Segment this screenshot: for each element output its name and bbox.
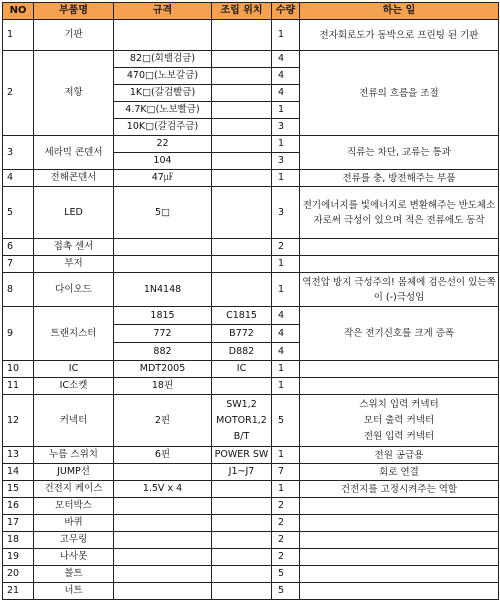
cell-qty: 4 xyxy=(272,68,300,85)
cell-name: IC xyxy=(34,361,114,378)
cell-spec: 6핀 xyxy=(114,447,212,464)
cell-name: 세라믹 콘덴서 xyxy=(34,136,114,170)
cell-spec: 82□(회밸검금) xyxy=(114,51,212,68)
cell-position xyxy=(212,239,272,256)
cell-position xyxy=(212,395,272,447)
cell-qty: 3 xyxy=(272,119,300,136)
table-row xyxy=(3,51,499,68)
cell-qty: 2 xyxy=(272,532,300,549)
header-row xyxy=(3,3,499,20)
cell-role: 전류의 흐름을 조절 xyxy=(300,51,499,136)
table-row xyxy=(3,136,499,153)
cell-qty: 4 xyxy=(272,85,300,102)
cell-position: POWER SW xyxy=(212,447,272,464)
cell-role: 건전지를 고정시켜주는 역할 xyxy=(300,481,499,498)
cell-qty: 1 xyxy=(272,481,300,498)
cell-position xyxy=(212,515,272,532)
cell-spec: 470□(노보갈금) xyxy=(114,68,212,85)
cell-position: D882 xyxy=(212,343,272,361)
table-row xyxy=(3,481,499,498)
cell-spec xyxy=(114,549,212,566)
cell-no: 17 xyxy=(3,515,34,532)
cell-name: 기판 xyxy=(34,20,114,51)
cell-position xyxy=(212,136,272,153)
header-no: NO xyxy=(3,3,34,20)
table-row xyxy=(3,378,499,395)
table-row xyxy=(3,395,499,447)
cell-position xyxy=(212,498,272,515)
cell-qty: 4 xyxy=(272,325,300,343)
cell-position xyxy=(212,273,272,307)
cell-position xyxy=(212,583,272,600)
cell-no: 7 xyxy=(3,256,34,273)
cell-position xyxy=(212,153,272,170)
cell-no: 10 xyxy=(3,361,34,378)
cell-no: 9 xyxy=(3,307,34,361)
parts-table xyxy=(2,2,499,600)
cell-qty: 1 xyxy=(272,136,300,153)
header-name: 부품명 xyxy=(34,3,114,20)
cell-spec: 22 xyxy=(114,136,212,153)
cell-qty: 4 xyxy=(272,343,300,361)
cell-spec: 104 xyxy=(114,153,212,170)
cell-spec: 4.7K□(노보빨금) xyxy=(114,102,212,119)
table-row xyxy=(3,361,499,378)
cell-role xyxy=(300,395,499,447)
cell-role: 회로 연결 xyxy=(300,464,499,481)
cell-no: 2 xyxy=(3,51,34,136)
cell-qty: 5 xyxy=(272,566,300,583)
cell-role xyxy=(300,566,499,583)
cell-no: 6 xyxy=(3,239,34,256)
cell-spec: 1815 xyxy=(114,307,212,325)
table-row xyxy=(3,256,499,273)
cell-role: 역전압 방지 극성주의! 몸체에 검은선이 있는쪽이 (-)극성임 xyxy=(300,273,499,307)
cell-role: 전류를 충, 방전해주는 부품 xyxy=(300,170,499,187)
cell-no: 1 xyxy=(3,20,34,51)
cell-no: 16 xyxy=(3,498,34,515)
table-row xyxy=(3,464,499,481)
cell-spec: 5□ xyxy=(114,187,212,239)
table-row xyxy=(3,187,499,239)
position-line: SW1,2 xyxy=(226,398,257,410)
cell-qty: 3 xyxy=(272,187,300,239)
cell-role: 직류는 차단, 교류는 통과 xyxy=(300,136,499,170)
cell-name: 나사못 xyxy=(34,549,114,566)
cell-name: 너트 xyxy=(34,583,114,600)
table-row xyxy=(3,20,499,51)
cell-no: 8 xyxy=(3,273,34,307)
cell-role xyxy=(300,498,499,515)
cell-no: 12 xyxy=(3,395,34,447)
cell-qty: 1 xyxy=(272,361,300,378)
cell-no: 11 xyxy=(3,378,34,395)
cell-role: 전자회로도가 동박으로 프린팅 된 기판 xyxy=(300,20,499,51)
cell-spec xyxy=(114,239,212,256)
cell-name: LED xyxy=(34,187,114,239)
header-qty: 수량 xyxy=(272,3,300,20)
cell-spec: 10K□(갈검주금) xyxy=(114,119,212,136)
cell-role xyxy=(300,515,499,532)
cell-spec xyxy=(114,566,212,583)
cell-position xyxy=(212,532,272,549)
cell-no: 21 xyxy=(3,583,34,600)
cell-no: 3 xyxy=(3,136,34,170)
cell-no: 4 xyxy=(3,170,34,187)
cell-role xyxy=(300,549,499,566)
cell-spec: 1.5V x 4 xyxy=(114,481,212,498)
cell-spec xyxy=(114,498,212,515)
table-row xyxy=(3,532,499,549)
cell-spec xyxy=(114,20,212,51)
cell-qty: 4 xyxy=(272,51,300,68)
cell-no: 18 xyxy=(3,532,34,549)
table-row xyxy=(3,583,499,600)
cell-no: 13 xyxy=(3,447,34,464)
table-row xyxy=(3,566,499,583)
cell-qty: 1 xyxy=(272,256,300,273)
cell-name: 다이오드 xyxy=(34,273,114,307)
table-row xyxy=(3,447,499,464)
table-row xyxy=(3,307,499,325)
cell-name: 바퀴 xyxy=(34,515,114,532)
cell-position xyxy=(212,170,272,187)
header-spec: 규격 xyxy=(114,3,212,20)
cell-position xyxy=(212,549,272,566)
cell-qty: 1 xyxy=(272,273,300,307)
cell-qty: 2 xyxy=(272,549,300,566)
cell-qty: 1 xyxy=(272,378,300,395)
cell-no: 14 xyxy=(3,464,34,481)
cell-spec xyxy=(114,256,212,273)
cell-position xyxy=(212,20,272,51)
cell-qty: 3 xyxy=(272,153,300,170)
cell-name: JUMP선 xyxy=(34,464,114,481)
cell-qty: 7 xyxy=(272,464,300,481)
cell-name: 건전지 케이스 xyxy=(34,481,114,498)
cell-role xyxy=(300,532,499,549)
table-row xyxy=(3,549,499,566)
cell-role: 전원 공급용 xyxy=(300,447,499,464)
cell-position xyxy=(212,51,272,68)
header-role: 하는 일 xyxy=(300,3,499,20)
position-line: B/T xyxy=(233,430,250,442)
role-line: 스위치 입력 커넥터 xyxy=(359,398,439,410)
cell-qty: 1 xyxy=(272,102,300,119)
cell-position xyxy=(212,187,272,239)
cell-position xyxy=(212,102,272,119)
cell-role xyxy=(300,378,499,395)
cell-position xyxy=(212,481,272,498)
cell-name: 트랜지스터 xyxy=(34,307,114,361)
role-line: 모터 출력 커넥터 xyxy=(363,414,435,426)
table-row xyxy=(3,170,499,187)
cell-position: IC xyxy=(212,361,272,378)
table-row xyxy=(3,515,499,532)
cell-name: 저항 xyxy=(34,51,114,136)
cell-qty: 5 xyxy=(272,583,300,600)
table-row xyxy=(3,498,499,515)
cell-role xyxy=(300,583,499,600)
cell-spec: 47㎌ xyxy=(114,170,212,187)
cell-position xyxy=(212,566,272,583)
cell-position: B772 xyxy=(212,325,272,343)
cell-qty: 1 xyxy=(272,170,300,187)
cell-spec xyxy=(114,515,212,532)
cell-qty: 2 xyxy=(272,515,300,532)
role-line: 전원 입력 커넥터 xyxy=(363,430,435,442)
cell-position xyxy=(212,378,272,395)
cell-role xyxy=(300,256,499,273)
position-line: MOTOR1,2 xyxy=(216,414,267,426)
cell-spec: 882 xyxy=(114,343,212,361)
cell-name: 전해콘덴서 xyxy=(34,170,114,187)
cell-role xyxy=(300,239,499,256)
cell-position xyxy=(212,68,272,85)
cell-position: J1~J7 xyxy=(212,464,272,481)
cell-spec xyxy=(114,464,212,481)
cell-role: 작은 전기신호를 크게 증폭 xyxy=(300,307,499,361)
cell-position xyxy=(212,256,272,273)
cell-spec xyxy=(114,583,212,600)
cell-qty: 1 xyxy=(272,20,300,51)
cell-no: 20 xyxy=(3,566,34,583)
cell-name: 커넥터 xyxy=(34,395,114,447)
cell-name: 고무링 xyxy=(34,532,114,549)
cell-spec: 1N4148 xyxy=(114,273,212,307)
cell-name: 모터박스 xyxy=(34,498,114,515)
cell-no: 5 xyxy=(3,187,34,239)
cell-role xyxy=(300,361,499,378)
cell-no: 19 xyxy=(3,549,34,566)
cell-name: 부저 xyxy=(34,256,114,273)
cell-spec: 1K□(갈검빨금) xyxy=(114,85,212,102)
cell-no: 15 xyxy=(3,481,34,498)
cell-qty: 4 xyxy=(272,307,300,325)
table-row xyxy=(3,239,499,256)
cell-position xyxy=(212,119,272,136)
cell-spec: MDT2005 xyxy=(114,361,212,378)
cell-spec xyxy=(114,532,212,549)
cell-spec: 772 xyxy=(114,325,212,343)
cell-name: 볼트 xyxy=(34,566,114,583)
cell-name: 접촉 센서 xyxy=(34,239,114,256)
cell-spec: 18핀 xyxy=(114,378,212,395)
cell-name: 누름 스위치 xyxy=(34,447,114,464)
cell-position: C1815 xyxy=(212,307,272,325)
cell-position xyxy=(212,85,272,102)
table-row xyxy=(3,273,499,307)
cell-qty: 2 xyxy=(272,498,300,515)
cell-qty: 5 xyxy=(272,395,300,447)
cell-spec: 2핀 xyxy=(114,395,212,447)
header-position: 조립 위치 xyxy=(212,3,272,20)
cell-name: IC소켓 xyxy=(34,378,114,395)
cell-qty: 2 xyxy=(272,239,300,256)
cell-qty: 1 xyxy=(272,447,300,464)
cell-role: 전기에너지를 빛에너지로 변환해주는 반도체소자로써 극성이 있으며 적은 전류에도 동작 xyxy=(300,187,499,239)
